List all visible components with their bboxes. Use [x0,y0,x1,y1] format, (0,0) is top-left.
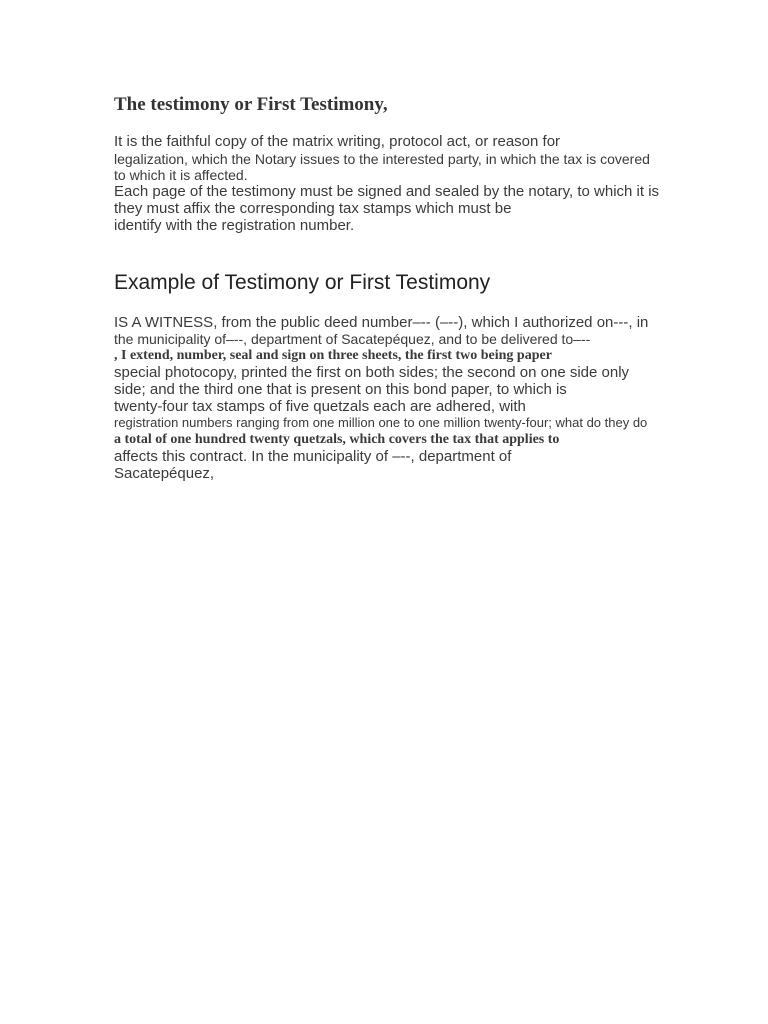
section-2-line-5: side; and the third one that is present on this bond paper, to which is [114,381,567,398]
section-1-line-4: Each page of the testimony must be signed and sealed by the notary, to which it is [114,183,660,200]
section-2-line-10: Sacatepéquez, [114,465,215,482]
section-1-line-3: to which it is affected. [114,167,248,183]
section-1-line-1: It is the faithful copy of the matrix writing, protocol act, or reason for [114,133,561,150]
section-2-line-3: , I extend, number, seal and sign on three sheets, the first two being paper [114,348,552,363]
section-1-line-6: identify with the registration number. [114,217,355,234]
section-2-line-1: IS A WITNESS, from the public deed number–-- (–--), which I authorized on---, in [114,314,649,331]
section-1-heading: The testimony or First Testimony, [114,94,388,115]
section-2-line-2: the municipality of–--, department of Sacatepéquez, and to be delivered to–-- [114,331,591,347]
section-1-line-2: legalization, which the Notary issues to the interested party, in which the tax is covered [114,151,650,167]
section-2-line-9: affects this contract. In the municipality of –--, department of [114,448,512,465]
section-2-line-8: a total of one hundred twenty quetzals, which covers the tax that applies to [114,432,560,447]
section-2-heading: Example of Testimony or First Testimony [114,271,491,294]
section-1-line-5: they must affix the corresponding tax stamps which must be [114,200,512,217]
section-2-line-6: twenty-four tax stamps of five quetzals each are adhered, with [114,398,526,415]
section-2-line-7: registration numbers ranging from one million one to one million twenty-four; what do they do [114,415,648,430]
section-2-line-4: special photocopy, printed the first on both sides; the second on one side only [114,364,630,381]
